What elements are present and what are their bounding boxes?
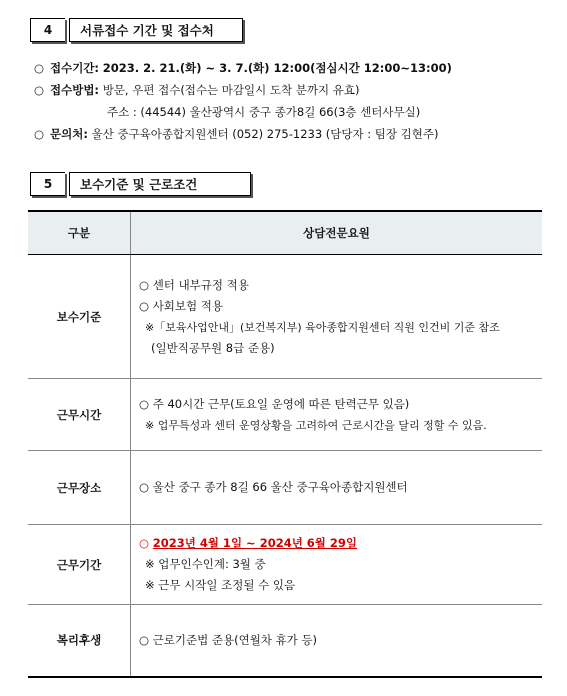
receipt-address: 주소 : (44544) 울산광역시 중구 종가8길 66(3층 센터사무실): [107, 105, 421, 119]
contact-value: 울산 중구육아종합지원센터 (052) 275-1233 (담당자 : 팀장 김현주): [91, 127, 439, 141]
row-content-period: [131, 525, 543, 605]
period-line-3: ※ 근무 시작일 조정될 수 있음: [145, 578, 296, 592]
receipt-method: [34, 82, 359, 98]
row-label-pay: 보수기준: [28, 255, 131, 379]
row-label-period: 근무기간: [28, 525, 131, 605]
section5-number: 5: [30, 172, 65, 196]
section5-header: [30, 172, 251, 196]
section4-title: 서류접수 기간 및 접수처: [69, 18, 243, 42]
pay-line-2: ○ 사회보험 적용: [139, 298, 223, 313]
table-row-pay: [28, 255, 542, 379]
col-header-category: 구분: [28, 211, 131, 255]
circle-bullet-icon: ○: [34, 61, 45, 75]
col-header-position: 상담전문요원: [131, 211, 543, 255]
section5-title: 보수기준 및 근로조건: [69, 172, 251, 196]
row-label-welfare: 복리후생: [28, 605, 131, 677]
table-row-place: [28, 451, 542, 525]
contact-label: 문의처:: [50, 127, 88, 141]
row-content-hours: [131, 379, 543, 451]
circle-bullet-icon: ○: [34, 83, 45, 97]
circle-bullet-icon: ○: [139, 536, 150, 550]
row-label-place: 근무장소: [28, 451, 131, 525]
row-content-pay: [131, 255, 543, 379]
table-row-period: [28, 525, 542, 605]
table-row-welfare: [28, 605, 542, 677]
place-line-1: ○ 울산 중구 종가 8길 66 울산 중구육아종합지원센터: [139, 480, 408, 494]
row-content-welfare: [131, 605, 543, 677]
section4-number: 4: [30, 18, 65, 42]
hours-line-2: ※ 업무특성과 센터 운영상황을 고려하여 근로시간을 달리 정할 수 있음.: [145, 418, 487, 432]
method-label: 접수방법:: [50, 83, 100, 97]
method-value: 방문, 우편 접수(접수는 마감일시 도착 분까지 유효): [102, 83, 360, 97]
table-row-hours: [28, 379, 542, 451]
receipt-period: [34, 60, 452, 76]
row-label-hours: 근무시간: [28, 379, 131, 451]
section4-header: [30, 18, 243, 42]
pay-line-1: ○ 센터 내부규정 적용: [139, 277, 249, 292]
row-content-place: [131, 451, 543, 525]
period-line-2: ※ 업무인수인계: 3월 중: [145, 557, 266, 571]
circle-bullet-icon: ○: [34, 127, 45, 141]
pay-line-3: ※「보육사업안내」(보건복지부) 육아종합지원센터 직원 인건비 기준 참조: [145, 320, 500, 334]
welfare-line-1: ○ 근로기준법 준용(연월차 휴가 등): [139, 632, 318, 647]
period-label: 접수기간:: [50, 61, 100, 75]
conditions-table: [28, 210, 542, 678]
period-value: 2023. 2. 21.(화) ~ 3. 7.(화) 12:00(점심시간 12:00~13:00): [102, 61, 452, 75]
pay-line-4: (일반직공무원 8급 준용): [151, 340, 275, 355]
hours-line-1: ○ 주 40시간 근무(토요일 운영에 따른 탄력근무 있음): [139, 396, 410, 411]
contact-info: [34, 126, 439, 142]
employment-period-dates: 2023년 4월 1일 ~ 2024년 6월 29일: [152, 536, 358, 550]
period-line-1: [139, 533, 541, 554]
